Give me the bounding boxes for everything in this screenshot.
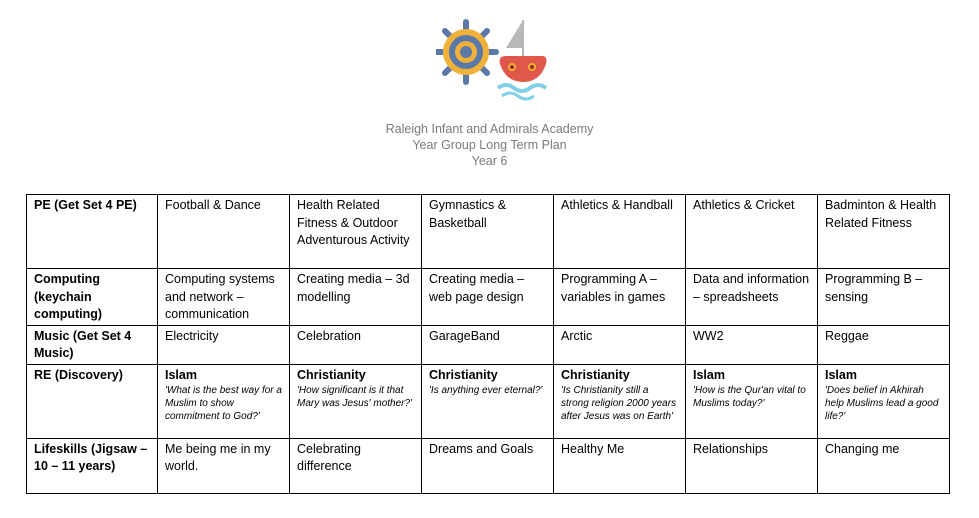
plan-cell: Electricity	[158, 325, 290, 364]
document-header	[0, 121, 979, 169]
re-religion: Christianity	[297, 367, 366, 382]
re-question: 'Does belief in Akhirah help Muslims lead a good life?'	[825, 385, 939, 422]
plan-cell: Gymnastics & Basketball	[422, 195, 554, 269]
re-religion: Islam	[165, 367, 197, 382]
plan-cell	[818, 364, 950, 438]
subject-cell: Music (Get Set 4 Music)	[27, 325, 158, 364]
plan-cell: Creating media – 3d modelling	[290, 269, 422, 326]
table-row	[27, 269, 950, 326]
plan-cell: GarageBand	[422, 325, 554, 364]
plan-cell: Reggae	[818, 325, 950, 364]
long-term-plan-table	[26, 194, 950, 494]
plan-cell: Dreams and Goals	[422, 438, 554, 493]
re-religion: Islam	[825, 367, 857, 382]
table-row	[27, 325, 950, 364]
plan-cell: Athletics & Handball	[554, 195, 686, 269]
subject-cell: Computing (keychain computing)	[27, 269, 158, 326]
plan-cell: Computing systems and network – communication	[158, 269, 290, 326]
re-question: 'What is the best way for a Muslim to show commitment to God?'	[165, 385, 282, 422]
plan-cell: Arctic	[554, 325, 686, 364]
school-name: Raleigh Infant and Admirals Academy	[385, 122, 594, 136]
plan-title: Year Group Long Term Plan	[412, 138, 567, 152]
plan-cell	[686, 364, 818, 438]
sailboat-icon	[498, 20, 547, 99]
plan-cell: Programming A – variables in games	[554, 269, 686, 326]
plan-cell: Changing me	[818, 438, 950, 493]
plan-cell	[422, 364, 554, 438]
table-row	[27, 195, 950, 269]
table-row	[27, 438, 950, 493]
plan-cell: Health Related Fitness & Outdoor Adventurous Activity	[290, 195, 422, 269]
re-religion: Christianity	[561, 367, 630, 382]
subject-cell: RE (Discovery)	[27, 364, 158, 438]
re-question: 'How significant is it that Mary was Jesus' mother?'	[297, 385, 412, 409]
table-row	[27, 364, 950, 438]
plan-cell: Data and information – spreadsheets	[686, 269, 818, 326]
re-religion: Christianity	[429, 367, 498, 382]
plan-cell: Me being me in my world.	[158, 438, 290, 493]
plan-cell: WW2	[686, 325, 818, 364]
academy-logo	[436, 18, 548, 104]
subject-cell: PE (Get Set 4 PE)	[27, 195, 158, 269]
plan-cell: Relationships	[686, 438, 818, 493]
plan-cell	[554, 364, 686, 438]
plan-cell: Football & Dance	[158, 195, 290, 269]
plan-cell: Badminton & Health Related Fitness	[818, 195, 950, 269]
plan-cell: Celebration	[290, 325, 422, 364]
plan-cell: Programming B – sensing	[818, 269, 950, 326]
re-question: 'How is the Qur'an vital to Muslims today?'	[693, 385, 806, 409]
subject-cell: Lifeskills (Jigsaw – 10 – 11 years)	[27, 438, 158, 493]
plan-cell: Healthy Me	[554, 438, 686, 493]
re-religion: Islam	[693, 367, 725, 382]
year-label: Year 6	[471, 154, 508, 168]
re-question: 'Is anything ever eternal?'	[429, 385, 543, 396]
plan-cell: Celebrating difference	[290, 438, 422, 493]
re-question: 'Is Christianity still a strong religion 2000 years after Jesus was on Earth'	[561, 385, 677, 422]
ships-wheel-icon	[436, 22, 496, 82]
plan-cell	[290, 364, 422, 438]
plan-cell	[158, 364, 290, 438]
plan-cell: Creating media – web page design	[422, 269, 554, 326]
plan-cell: Athletics & Cricket	[686, 195, 818, 269]
